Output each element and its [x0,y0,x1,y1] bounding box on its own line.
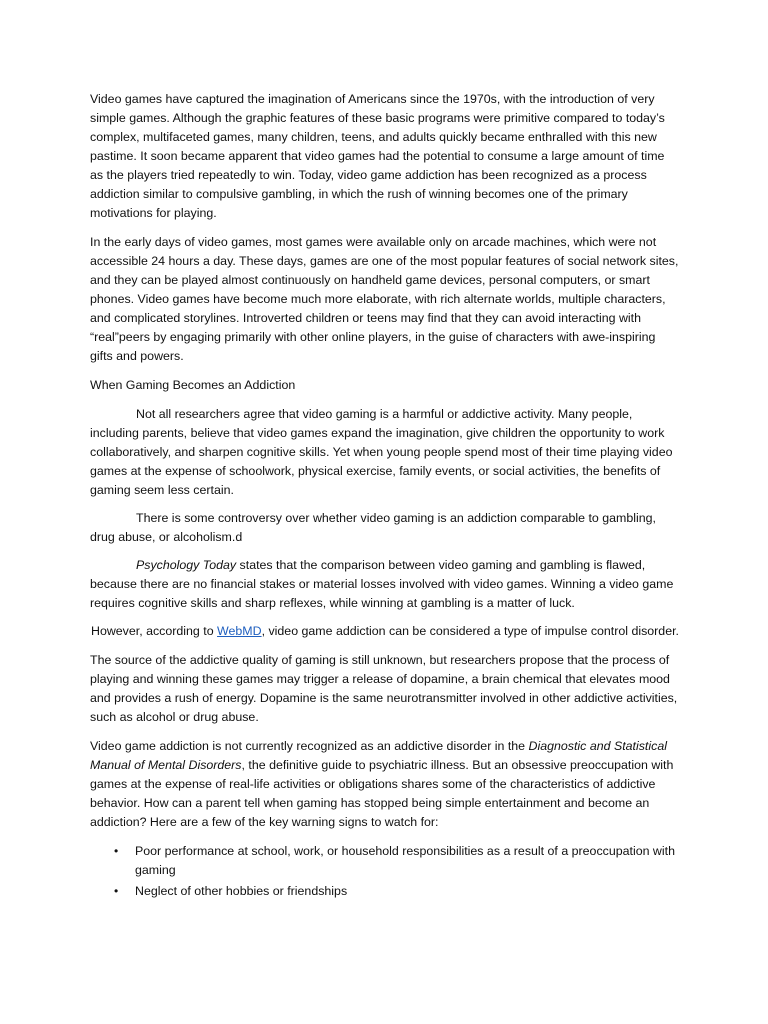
list-item-text: Poor performance at school, work, or household responsibilities as a result of a preoccupation with gaming [135,844,675,877]
document-page [90,90,680,903]
webmd-link[interactable]: WebMD [217,624,262,638]
intro-paragraph: Video games have captured the imagination of Americans since the 1970s, with the introduction of very simple games. Although the graphic features of these basic programs were primitive compared to today’s complex, multifaceted games, many children, teens, and adults quickly became enthralled with this new pastime. It soon became apparent that video games had the potential to consume a large amount of time as the players tried repeatedly to win. Today, video game addiction has been recognized as a process addiction similar to compulsive gambling, in which the rush of winning becomes one of the primary motivations for playing. [90,92,665,220]
list-item [90,882,680,901]
bullet-icon: • [114,884,119,898]
list-item [90,842,680,880]
dopamine-paragraph: The source of the addictive quality of gaming is still unknown, but researchers propose that the process of playing and winning these games may trigger a release of dopamine, a brain chemical that elevates mood and provides a rush of energy. Dopamine is the same neurotransmitter involved in other addictive activities, such as alcohol or drug abuse. [90,653,678,724]
dsm-paragraph [90,737,680,832]
list-item-text: Neglect of other hobbies or friendships [135,884,348,898]
warning-signs-list [90,842,680,901]
psychology-today-paragraph [90,556,680,613]
dsm-title: Diagnostic and Statistical Manual of Mental Disorders [90,739,667,772]
section-heading: When Gaming Becomes an Addiction [90,378,296,392]
webmd-text-before: However, according to [91,624,218,638]
dsm-text-after: , the definitive guide to psychiatric illness. But an obsessive preoccupation with games at the expense of real-life activities or obligations shares some of the characteristics of addictive behavior. How can a parent tell when gaming has stopped being simple entertainment and become an addiction? Here are a few of the key warning signs to watch for: [90,758,674,829]
controversy-paragraph: There is some controversy over whether video gaming is an addiction comparable to gambling, drug abuse, or alcoholism.d [90,511,656,544]
early-days-paragraph: In the early days of video games, most games were available only on arcade machines, which were not accessible 24 hours a day. These days, games are one of the most popular features of social network sites, and they can be played almost continuously on handheld game devices, personal computers, or smart phones. Video games have become much more elaborate, with rich alternate worlds, multiple characters, and complicated storylines. Introverted children or teens may find that they can avoid interacting with “real”peers by engaging primarily with other online players, in the guise of characters with awe-inspiring gifts and powers. [90,235,679,363]
psychology-today-title: Psychology Today [136,558,237,572]
researchers-paragraph: Not all researchers agree that video gaming is a harmful or addictive activity. Many people, including parents, believe that video games expand the imagination, give children the opportunity to work collaboratively, and sharpen cognitive skills. Yet when young people spend most of their time playing video games at the expense of schoolwork, physical exercise, family events, or social activities, the benefits of gaming seem less certain. [90,407,673,497]
webmd-paragraph [90,622,680,641]
bullet-icon: • [114,844,119,858]
psychology-today-text: states that the comparison between video gaming and gambling is flawed, because there are no financial stakes or material losses involved with video games. Winning a video game requires cognitive skills and sharp reflexes, while winning at gambling is a matter of luck. [90,558,674,610]
dsm-text-before: Video game addiction is not currently recognized as an addictive disorder in the [90,739,529,753]
webmd-text-after: , video game addiction can be considered a type of impulse control disorder. [261,624,679,638]
